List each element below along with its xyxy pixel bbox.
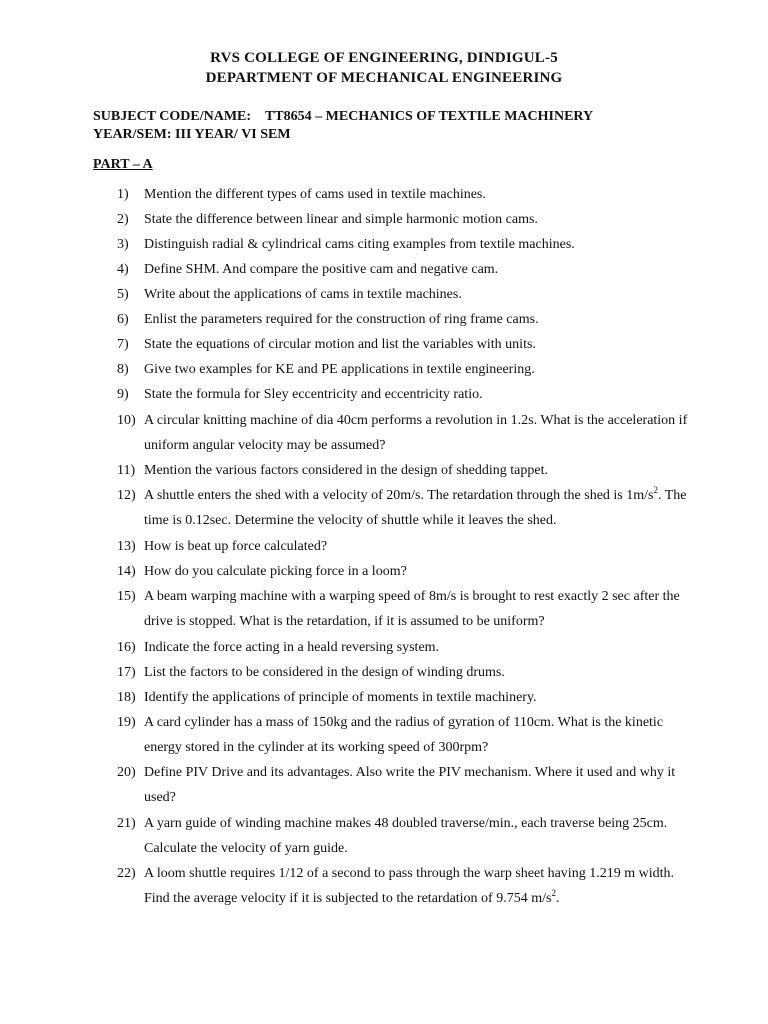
question-item: [117, 282, 697, 307]
question-item: [117, 257, 697, 282]
question-text-main: A loom shuttle requires 1/12 of a second to pass through the warp sheet having 1.219 m width. Find the average velocity if it is subjected to the retardation of 9.754 m/s: [144, 866, 674, 907]
question-text: Enlist the parameters required for the construction of ring frame cams.: [144, 312, 539, 327]
question-item: [117, 207, 697, 232]
question-text-rest: .: [555, 891, 560, 907]
question-text: Indicate the force acting in a heald reversing system.: [144, 640, 440, 655]
question-text: Mention the various factors considered in the design of shedding tappet.: [144, 463, 548, 478]
question-item: [117, 408, 697, 458]
question-item: [117, 635, 697, 660]
part-a-heading: PART – A: [93, 157, 153, 172]
question-number: 16): [117, 640, 136, 655]
question-number: 1): [117, 187, 129, 202]
question-text: State the difference between linear and simple harmonic motion cams.: [144, 212, 538, 227]
question-number: 14): [117, 564, 136, 579]
question-number: 3): [117, 237, 129, 252]
question-item: [117, 534, 697, 559]
question-item: [117, 584, 697, 634]
question-item: [117, 559, 697, 584]
question-item: [117, 760, 697, 810]
question-text: Mention the different types of cams used in textile machines.: [144, 187, 486, 202]
question-text: State the formula for Sley eccentricity and eccentricity ratio.: [144, 387, 483, 402]
question-item: [117, 660, 697, 685]
question-number: 9): [117, 387, 129, 402]
question-number: 10): [117, 413, 136, 428]
question-text: Identify the applications of principle of moments in textile machinery.: [144, 690, 537, 705]
question-number: 19): [117, 715, 136, 730]
question-item: [117, 307, 697, 332]
question-number: 6): [117, 312, 129, 327]
question-item: [117, 182, 697, 207]
question-text: Distinguish radial & cylindrical cams citing examples from textile machines.: [144, 237, 575, 252]
question-text: How do you calculate picking force in a loom?: [144, 564, 407, 579]
question-text: [117, 483, 697, 533]
question-text: A circular knitting machine of dia 40cm performs a revolution in 1.2s. What is the acceleration if uniform angular velocity may be assumed?: [144, 413, 688, 454]
question-item: [117, 861, 697, 911]
subject-line: [93, 109, 594, 125]
question-item: [117, 232, 697, 257]
question-text: A card cylinder has a mass of 150kg and the radius of gyration of 110cm. What is the kinetic energy stored in the cylinder at its working speed of 300rpm?: [144, 715, 664, 756]
question-text: [117, 861, 697, 911]
question-item: [117, 483, 697, 533]
question-item: [117, 332, 697, 357]
question-item: [117, 811, 697, 861]
subject-value: TT8654 – MECHANICS OF TEXTILE MACHINERY: [265, 109, 594, 124]
question-number: 7): [117, 337, 129, 352]
question-text: List the factors to be considered in the design of winding drums.: [144, 665, 505, 680]
question-text-rest: . The time is 0.12sec. Determine the velocity of shuttle while it leaves the shed.: [144, 488, 687, 529]
question-text: Define PIV Drive and its advantages. Also write the PIV mechanism. Where it used and why it used?: [144, 765, 676, 806]
question-item: [117, 685, 697, 710]
department-name: DEPARTMENT OF MECHANICAL ENGINEERING: [205, 70, 563, 86]
question-text: A yarn guide of winding machine makes 48 doubled traverse/min., each traverse being 25cm. Calculate the velocity of yarn guide.: [144, 816, 668, 857]
superscript: 2: [653, 485, 658, 495]
question-item: [117, 382, 697, 407]
question-text: State the equations of circular motion and list the variables with units.: [144, 337, 536, 352]
question-text: A beam warping machine with a warping speed of 8m/s is brought to rest exactly 2 sec after the drive is stopped. What is the retardation, if it is assumed to be uniform?: [144, 589, 680, 630]
question-text: Define SHM. And compare the positive cam and negative cam.: [144, 262, 499, 277]
question-item: [117, 357, 697, 382]
question-number: 22): [117, 866, 136, 881]
question-number: 8): [117, 362, 129, 377]
question-text: Write about the applications of cams in textile machines.: [144, 287, 462, 302]
question-text: How is beat up force calculated?: [144, 539, 328, 554]
question-number: 18): [117, 690, 136, 705]
question-item: [117, 710, 697, 760]
question-number: 13): [117, 539, 136, 554]
question-text-main: A shuttle enters the shed with a velocity of 20m/s. The retardation through the shed is 1m/s: [144, 488, 654, 503]
question-number: 20): [117, 765, 136, 780]
question-number: 21): [117, 816, 136, 831]
question-item: [117, 458, 697, 483]
question-number: 2): [117, 212, 129, 227]
year-sem-line: YEAR/SEM: III YEAR/ VI SEM: [93, 127, 291, 142]
subject-label: SUBJECT CODE/NAME:: [93, 109, 252, 124]
question-number: 11): [117, 463, 136, 478]
question-text: Give two examples for KE and PE applications in textile engineering.: [144, 362, 535, 377]
question-number: 17): [117, 665, 136, 680]
question-number: 4): [117, 262, 129, 277]
question-number: 15): [117, 589, 136, 604]
college-name: RVS COLLEGE OF ENGINEERING, DINDIGUL-5: [210, 50, 558, 66]
question-number: 12): [117, 488, 136, 503]
superscript: 2: [551, 888, 556, 899]
question-number: 5): [117, 287, 129, 302]
